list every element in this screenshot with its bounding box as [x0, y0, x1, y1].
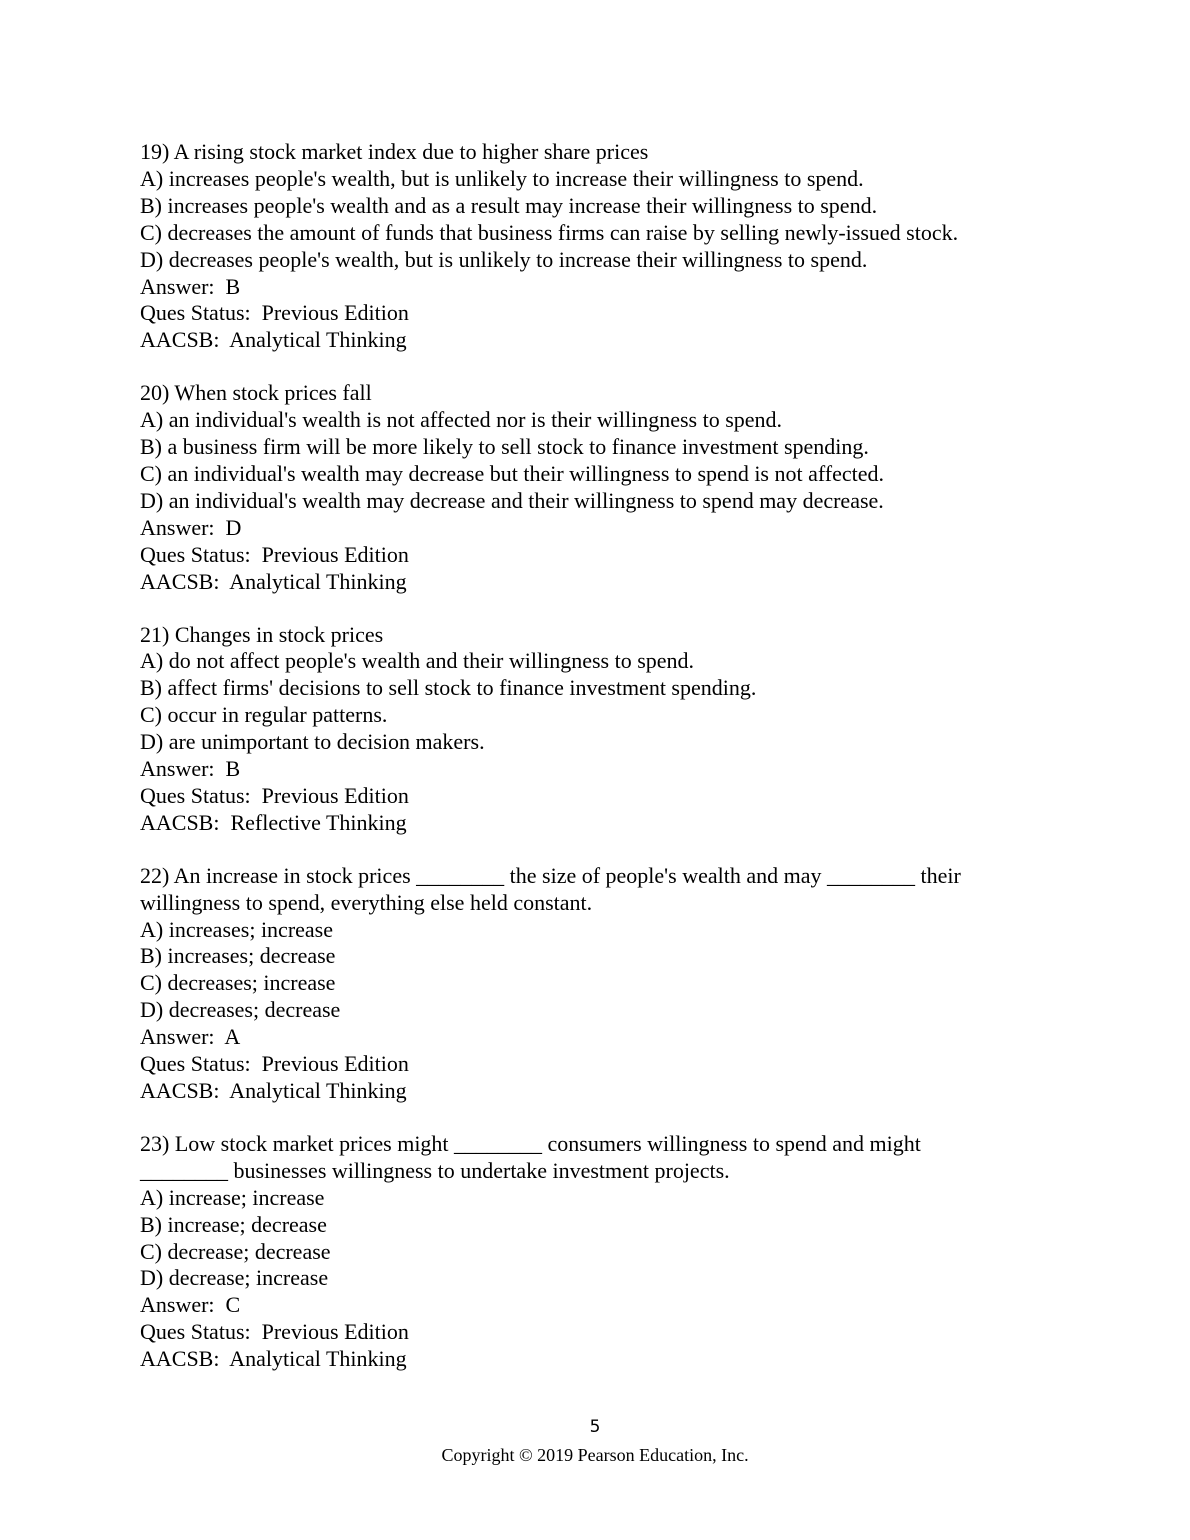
option-c: C) decrease; decrease [140, 1238, 331, 1264]
option-a: A) increase; increase [140, 1184, 325, 1210]
option-c: C) decreases; increase [140, 970, 336, 996]
option-a: A) increases people's wealth, but is unlikely to increase their willingness to spend. [140, 165, 864, 191]
question-status: Ques Status: Previous Edition [140, 1051, 409, 1077]
answer: Answer: B [140, 756, 241, 782]
option-d: D) are unimportant to decision makers. [140, 729, 485, 755]
question-20 [140, 380, 1030, 595]
option-b: B) affect firms' decisions to sell stock to finance investment spending. [140, 675, 757, 701]
question-22 [140, 863, 1030, 1105]
question-status: Ques Status: Previous Edition [140, 541, 409, 567]
page-number: 5 [589, 1417, 601, 1437]
option-c: C) decreases the amount of funds that business firms can raise by selling newly-issued stock. [140, 219, 959, 245]
option-d: D) decrease; increase [140, 1265, 329, 1291]
question-stem: 22) An increase in stock prices ________ the size of people's wealth and may ________ their [140, 862, 961, 888]
answer: Answer: B [140, 273, 241, 299]
option-d: D) decreases; decrease [140, 997, 341, 1023]
question-stem: 20) When stock prices fall [140, 380, 372, 406]
question-stem: 23) Low stock market prices might ________ consumers willingness to spend and might [140, 1130, 921, 1156]
copyright-notice: Copyright © 2019 Pearson Education, Inc. [441, 1445, 749, 1465]
option-b: B) a business firm will be more likely to sell stock to finance investment spending. [140, 434, 869, 460]
option-b: B) increases people's wealth and as a result may increase their willingness to spend. [140, 192, 878, 218]
question-list [140, 139, 1030, 1399]
option-a: A) do not affect people's wealth and their willingness to spend. [140, 648, 695, 674]
aacsb-tag: AACSB: Analytical Thinking [140, 1078, 407, 1103]
question-status: Ques Status: Previous Edition [140, 300, 409, 326]
aacsb-tag: AACSB: Reflective Thinking [140, 809, 407, 835]
question-stem: 21) Changes in stock prices [140, 621, 384, 647]
question-19 [140, 139, 1030, 354]
option-c: C) occur in regular patterns. [140, 702, 388, 728]
answer: Answer: D [140, 514, 242, 540]
question-stem: 19) A rising stock market index due to higher share prices [140, 139, 649, 164]
option-d: D) decreases people's wealth, but is unlikely to increase their willingness to spend. [140, 246, 868, 272]
option-d: D) an individual's wealth may decrease and their willingness to spend may decrease. [140, 487, 884, 513]
option-b: B) increase; decrease [140, 1211, 327, 1237]
answer: Answer: A [140, 1024, 241, 1050]
question-stem-continued: ________ businesses willingness to undertake investment projects. [140, 1157, 730, 1183]
aacsb-tag: AACSB: Analytical Thinking [140, 327, 407, 353]
option-b: B) increases; decrease [140, 943, 336, 969]
option-c: C) an individual's wealth may decrease but their willingness to spend is not affected. [140, 460, 885, 486]
question-status: Ques Status: Previous Edition [140, 1319, 409, 1345]
aacsb-tag: AACSB: Analytical Thinking [140, 1346, 407, 1372]
question-23 [140, 1131, 1030, 1373]
answer: Answer: C [140, 1292, 241, 1318]
option-a: A) an individual's wealth is not affected nor is their willingness to spend. [140, 407, 783, 433]
option-a: A) increases; increase [140, 916, 334, 942]
question-stem-continued: willingness to spend, everything else held constant. [140, 889, 593, 915]
question-status: Ques Status: Previous Edition [140, 782, 409, 808]
question-21 [140, 622, 1030, 837]
aacsb-tag: AACSB: Analytical Thinking [140, 568, 407, 594]
